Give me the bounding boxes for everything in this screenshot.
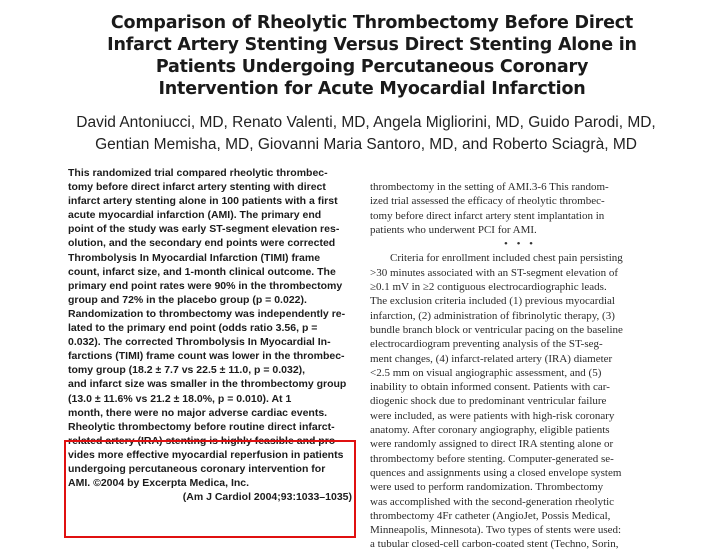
body-line: were included, as were patients with high-risk coronary xyxy=(370,409,615,422)
abstract-line: tomy group (18.2 ± 7.7 vs 22.5 ± 11.0, p = 0.032), xyxy=(68,364,306,377)
body-line: infarction, (2) administration of fibrinolytic therapy, (3) xyxy=(370,309,615,322)
title-line: Comparison of Rheolytic Thrombectomy Before Direct xyxy=(110,13,634,33)
body-line: Minneapolis, Minnesota). Two types of stents were used: xyxy=(370,524,622,537)
body-line: was accomplished with the second-generation rheolytic xyxy=(370,495,615,508)
body-line: thrombectomy before stenting. Computer-generated se- xyxy=(370,452,614,465)
body-line: patients who underwent PCI for AMI. xyxy=(370,223,537,236)
abstract-line: (13.0 ± 11.6% vs 21.2 ± 18.0%, p = 0.010). At 1 xyxy=(68,392,292,405)
conclusion-line: vides more effective myocardial reperfusion in patients xyxy=(68,448,344,461)
conclusion-line: Rheolytic thrombectomy before routine direct infarct- xyxy=(68,420,335,433)
body-line: anatomy. After coronary angiography, eligible patients xyxy=(370,424,610,437)
body-line: thrombectomy 4Fr catheter (AngioJet, Possis Medical, xyxy=(370,509,611,522)
author-line: Gentian Memisha, MD, Giovanni Maria Santoro, MD, and Roberto Sciagrà, MD xyxy=(95,136,637,153)
article-title xyxy=(62,12,682,100)
body-line: tomy before direct infarct artery stent implantation in xyxy=(370,209,605,222)
body-line: >30 minutes associated with an ST-segment elevation of xyxy=(370,266,619,279)
body-line: thrombectomy in the setting of AMI.3-6 This random- xyxy=(370,181,609,193)
abstract-line: lated to the primary end point (odds ratio 3.56, p = xyxy=(68,322,318,335)
conclusion-highlight-box xyxy=(64,440,356,538)
body-line: quences and assignments using a closed envelope system xyxy=(370,466,622,479)
body-column xyxy=(370,180,670,552)
body-line: ≥0.1 mV in ≥2 contiguous electrocardiographic leads. xyxy=(370,281,607,294)
author-list xyxy=(66,112,666,156)
abstract-line: infarct artery stenting alone in 100 patients with a first xyxy=(68,195,338,208)
author-line: David Antoniucci, MD, Renato Valenti, MD, Angela Migliorini, MD, Guido Parodi, MD, xyxy=(76,114,656,131)
abstract-line: Thrombolysis In Myocardial Infarction (TIMI) frame xyxy=(68,251,321,264)
conclusion-line: AMI. ©2004 by Excerpta Medica, Inc. xyxy=(68,477,250,490)
abstract-line: point of the study was early ST-segment elevation res- xyxy=(68,223,340,236)
body-line: electrocardiogram preventing analysis of the ST-seg- xyxy=(370,338,603,351)
abstract-line: count, infarct size, and 1-month clinical outcome. The xyxy=(68,265,336,278)
body-line: a tubular closed-cell carbon-coated stent (Techno, Sorin, xyxy=(370,538,619,551)
conclusion-line: related artery (IRA) stenting is highly feasible and pro- xyxy=(68,434,339,447)
abstract-line: tomy before direct infarct artery stenting with direct xyxy=(68,181,326,194)
title-line: Infarct Artery Stenting Versus Direct Stenting Alone in xyxy=(107,35,637,55)
abstract-line: 0.032). The corrected Thrombolysis In Myocardial In- xyxy=(68,336,331,349)
body-line: inability to obtain informed consent. Patients with car- xyxy=(370,381,610,394)
conclusion-line: undergoing percutaneous coronary intervention for xyxy=(68,462,326,475)
abstract-line: farctions (TIMI) frame count was lower in the thrombec- xyxy=(68,350,345,363)
body-line: were used to perform randomization. Thrombectomy xyxy=(370,481,604,494)
body-line: diogenic shock due to predominant ventricular failure xyxy=(370,395,607,408)
abstract-line: This randomized trial compared rheolytic thrombec- xyxy=(68,167,328,179)
body-line: ment changes, (4) infarct-related artery (IRA) diameter xyxy=(370,352,613,365)
abstract-line: and infarct size was smaller in the thrombectomy group xyxy=(68,378,347,391)
body-line: bundle branch block or ventricular pacing on the baseline xyxy=(370,323,623,336)
citation: (Am J Cardiol 2004;93:1033–1035) xyxy=(182,491,352,504)
title-line: Intervention for Acute Myocardial Infarction xyxy=(158,79,586,99)
abstract-line: olution, and the secondary end points were corrected xyxy=(68,237,336,250)
abstract-line: month, there were no major adverse cardiac events. xyxy=(68,406,328,419)
abstract-line: Randomization to thrombectomy was independently re- xyxy=(68,307,346,320)
abstract-line: acute myocardial infarction (AMI). The primary end xyxy=(68,209,322,222)
body-line: were randomly assigned to direct IRA stenting alone or xyxy=(370,438,614,451)
section-separator: • • • xyxy=(503,238,537,251)
body-line: The exclusion criteria included (1) previous myocardial xyxy=(370,295,615,308)
title-line: Patients Undergoing Percutaneous Coronary xyxy=(155,57,589,77)
abstract-line: group and 72% in the placebo group (p = 0.022). xyxy=(68,293,307,306)
body-line: ized trial assessed the efficacy of rheolytic thrombec- xyxy=(370,195,605,208)
body-line: Criteria for enrollment included chest pain persisting xyxy=(390,252,623,265)
body-line: <2.5 mm on visual angiographic assessment, and (5) xyxy=(370,366,602,379)
abstract-line: primary end point rates were 90% in the thrombectomy xyxy=(68,279,343,292)
